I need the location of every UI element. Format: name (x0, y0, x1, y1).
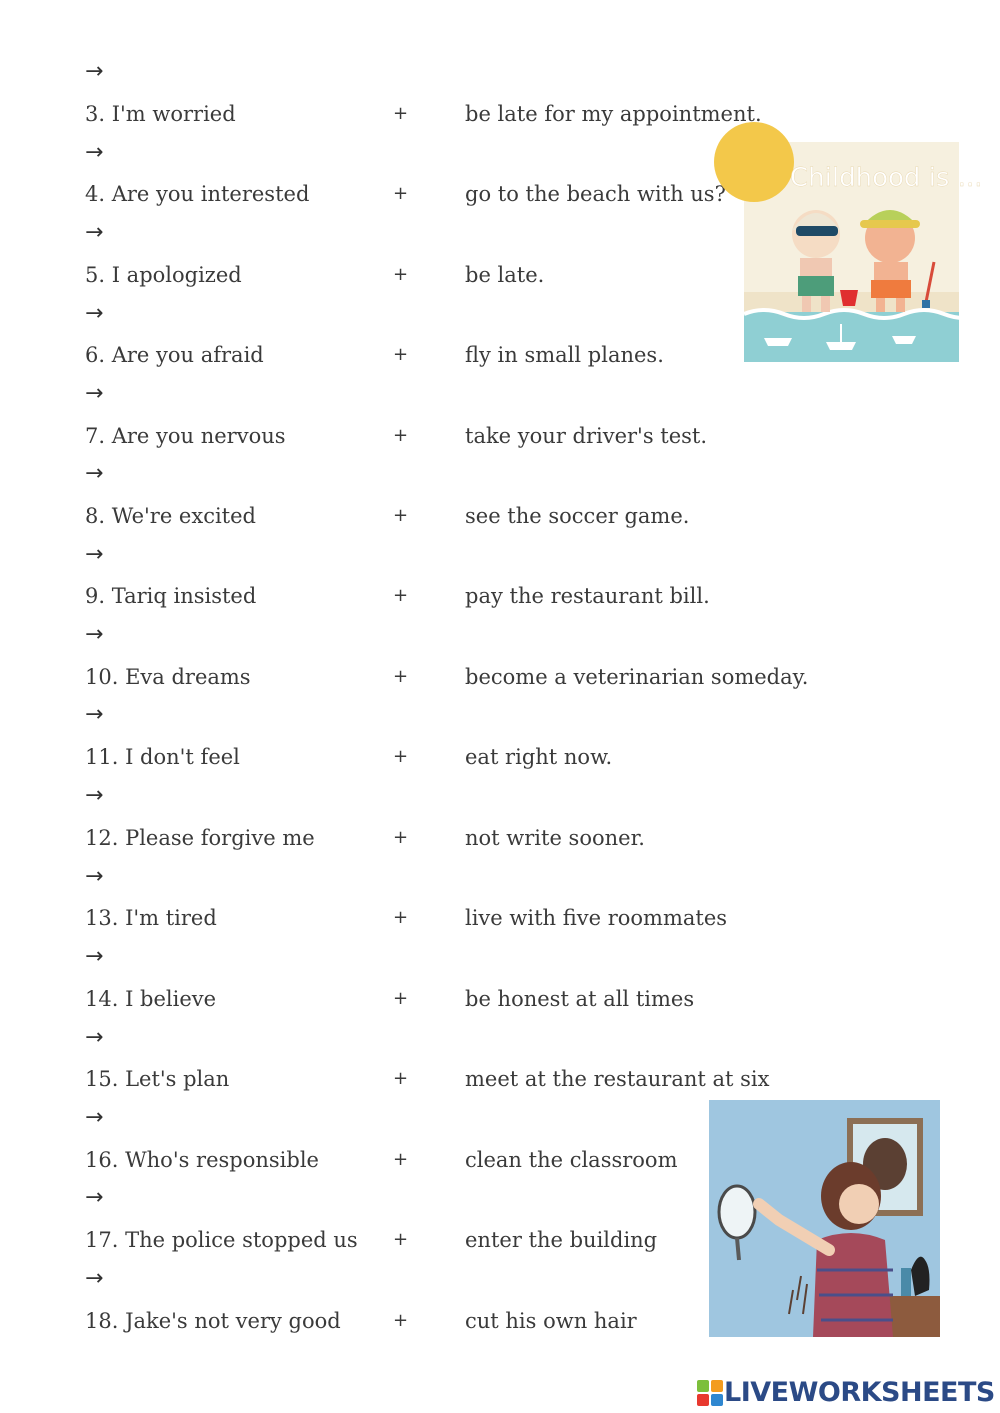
answer-row[interactable] (0, 860, 1000, 894)
plus-sign: + (393, 264, 409, 285)
answer-row[interactable] (0, 55, 1000, 89)
item-stem: 7. Are you nervous (85, 424, 286, 448)
item-stem: 15. Let's plan (85, 1067, 230, 1091)
plus-sign: + (393, 988, 409, 1009)
item-stem: 13. I'm tired (85, 906, 217, 930)
answer-row[interactable] (0, 457, 1000, 491)
item-tail: be late. (465, 263, 545, 287)
arrow-icon: → (85, 59, 104, 84)
item-stem: 8. We're excited (85, 504, 256, 528)
plus-sign: + (393, 344, 409, 365)
arrow-icon: → (85, 220, 104, 245)
plus-sign: + (393, 585, 409, 606)
item-tail: meet at the restaurant at six (465, 1067, 770, 1091)
arrow-icon: → (85, 622, 104, 647)
exercise-item (0, 982, 1000, 1016)
plus-sign: + (393, 425, 409, 446)
arrow-icon: → (85, 381, 104, 406)
item-tail: live with five roommates (465, 906, 728, 930)
exercise-item (0, 660, 1000, 694)
plus-sign: + (393, 183, 409, 204)
item-stem: 6. Are you afraid (85, 343, 264, 367)
exercise-item (0, 821, 1000, 855)
item-stem: 10. Eva dreams (85, 665, 251, 689)
arrow-icon: → (85, 1025, 104, 1050)
item-tail: cut his own hair (465, 1309, 637, 1333)
answer-row[interactable] (0, 538, 1000, 572)
item-tail: clean the classroom (465, 1148, 678, 1172)
exercise-item (0, 419, 1000, 453)
plus-sign: + (393, 505, 409, 526)
answer-row[interactable] (0, 940, 1000, 974)
item-tail: not write sooner. (465, 826, 645, 850)
plus-sign: + (393, 1068, 409, 1089)
item-tail: take your driver's test. (465, 424, 708, 448)
item-tail: be honest at all times (465, 987, 695, 1011)
arrow-icon: → (85, 1266, 104, 1291)
answer-row[interactable] (0, 1021, 1000, 1055)
item-stem: 9. Tariq insisted (85, 584, 257, 608)
exercise-item (0, 499, 1000, 533)
arrow-icon: → (85, 1185, 104, 1210)
arrow-icon: → (85, 461, 104, 486)
childhood-beach-illustration (744, 142, 983, 362)
arrow-icon: → (85, 542, 104, 567)
liveworksheets-wordmark: LIVEWORKSHEETS (724, 1377, 995, 1408)
item-stem: 16. Who's responsible (85, 1148, 319, 1172)
arrow-icon: → (85, 702, 104, 727)
item-tail: fly in small planes. (465, 343, 664, 367)
exercise-item (0, 740, 1000, 774)
exercise-item (0, 1062, 1000, 1096)
arrow-icon: → (85, 301, 104, 326)
item-tail: see the soccer game. (465, 504, 690, 528)
item-stem: 3. I'm worried (85, 102, 236, 126)
item-stem: 17. The police stopped us (85, 1228, 358, 1252)
arrow-icon: → (85, 783, 104, 808)
exercise-item (0, 97, 1000, 131)
item-tail: enter the building (465, 1228, 658, 1252)
exercise-item (0, 901, 1000, 935)
item-stem: 5. I apologized (85, 263, 242, 287)
haircut-scene-drawing (709, 1100, 940, 1337)
item-tail: be late for my appointment. (465, 102, 762, 126)
plus-sign: + (393, 103, 409, 124)
arrow-icon: → (85, 864, 104, 889)
plus-sign: + (393, 1229, 409, 1250)
answer-row[interactable] (0, 377, 1000, 411)
arrow-icon: → (85, 1105, 104, 1130)
item-tail: go to the beach with us? (465, 182, 726, 206)
haircut-illustration (709, 1100, 940, 1337)
item-stem: 18. Jake's not very good (85, 1309, 341, 1333)
answer-row[interactable] (0, 618, 1000, 652)
plus-sign: + (393, 827, 409, 848)
item-stem: 14. I believe (85, 987, 217, 1011)
item-stem: 12. Please forgive me (85, 826, 315, 850)
item-stem: 11. I don't feel (85, 745, 240, 769)
arrow-icon: → (85, 140, 104, 165)
item-tail: pay the restaurant bill. (465, 584, 710, 608)
liveworksheets-logo (697, 1376, 997, 1410)
beach-scene-drawing (744, 142, 983, 362)
liveworksheets-logo-icon (697, 1380, 723, 1406)
item-tail: become a veterinarian someday. (465, 665, 809, 689)
illustration-caption: Childhood is ... (790, 163, 983, 193)
answer-row[interactable] (0, 779, 1000, 813)
plus-sign: + (393, 1149, 409, 1170)
item-tail: eat right now. (465, 745, 613, 769)
answer-row[interactable] (0, 698, 1000, 732)
plus-sign: + (393, 746, 409, 767)
plus-sign: + (393, 907, 409, 928)
plus-sign: + (393, 1310, 409, 1331)
plus-sign: + (393, 666, 409, 687)
exercise-item (0, 579, 1000, 613)
arrow-icon: → (85, 944, 104, 969)
item-stem: 4. Are you interested (85, 182, 310, 206)
